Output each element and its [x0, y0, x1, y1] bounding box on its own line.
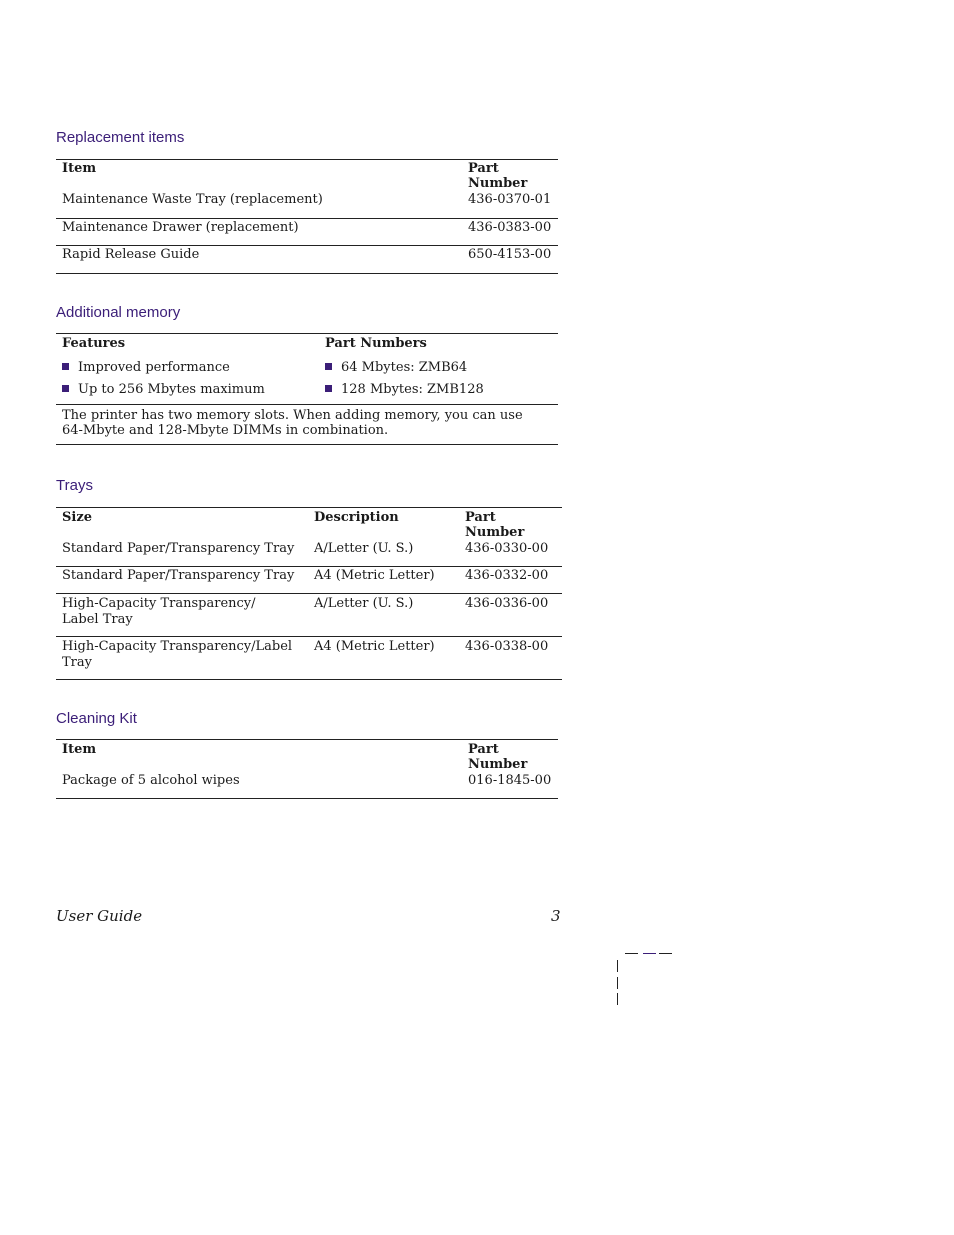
memory-note: The printer has two memory slots. When adding memory, you can use 64-Mbyte and 128-Mbyte DIMMs in combination.: [56, 405, 558, 445]
column-header-item: Item: [62, 742, 97, 757]
column-header-description: Description: [314, 510, 399, 525]
size-cell: High-Capacity Transparency/Label Tray: [56, 637, 308, 680]
table-row: [56, 358, 558, 381]
item-cell: Maintenance Waste Tray (replacement): [56, 191, 462, 219]
part-number-text: 128 Mbytes: ZMB128: [341, 382, 484, 397]
part-number-cell: 650-4153-00: [462, 246, 558, 274]
column-header-part-number: Part Number: [465, 510, 525, 540]
part-number-cell: 016-1845-00: [462, 772, 558, 799]
replacement-items-title: Replacement items: [56, 129, 185, 146]
part-number-cell: 436-0338-00: [459, 637, 562, 680]
crop-mark: [617, 960, 618, 972]
part-number-text: 64 Mbytes: ZMB64: [341, 360, 468, 375]
crop-mark: [625, 953, 638, 954]
column-header-features: Features: [62, 336, 126, 351]
description-cell: A/Letter (U. S.): [308, 594, 459, 637]
trays-table: [56, 507, 562, 680]
description-cell: A/Letter (U. S.): [308, 540, 459, 567]
table-row: [56, 772, 558, 799]
description-cell: A4 (Metric Letter): [308, 567, 459, 594]
column-header-part-numbers: Part Numbers: [325, 336, 427, 351]
crop-mark: [643, 953, 656, 954]
cleaning-kit-title: Cleaning Kit: [56, 710, 137, 727]
additional-memory-table: [56, 333, 558, 445]
table-row: [56, 594, 562, 637]
footer-title: User Guide: [56, 907, 143, 925]
trays-title: Trays: [56, 477, 93, 494]
part-number-cell: 436-0332-00: [459, 567, 562, 594]
table-row: [56, 405, 558, 445]
page-number: 3: [551, 907, 561, 925]
size-cell: High-Capacity Transparency/ Label Tray: [56, 594, 308, 637]
item-cell: Maintenance Drawer (replacement): [56, 219, 462, 246]
column-header-size: Size: [62, 510, 92, 525]
crop-mark: [659, 953, 672, 954]
feature-text: Up to 256 Mbytes maximum: [78, 382, 265, 397]
bullet-icon: [325, 363, 332, 370]
table-row: [56, 637, 562, 680]
part-number-cell: 436-0370-01: [462, 191, 558, 219]
crop-mark: [617, 993, 618, 1005]
table-row: [56, 191, 558, 219]
item-cell: Rapid Release Guide: [56, 246, 462, 274]
part-number-cell: 436-0330-00: [459, 540, 562, 567]
part-number-cell: 436-0336-00: [459, 594, 562, 637]
table-row: [56, 540, 562, 567]
cleaning-kit-table: [56, 739, 558, 799]
column-header-item: Item: [62, 161, 97, 176]
crop-mark: [617, 977, 618, 989]
size-cell: Standard Paper/Transparency Tray: [56, 540, 308, 567]
column-header-part-number: Part Number: [468, 161, 528, 191]
size-cell: Standard Paper/Transparency Tray: [56, 567, 308, 594]
part-number-cell: 436-0383-00: [462, 219, 558, 246]
bullet-icon: [325, 385, 332, 392]
feature-text: Improved performance: [78, 360, 230, 375]
table-row: [56, 567, 562, 594]
table-row: [56, 219, 558, 246]
additional-memory-title: Additional memory: [56, 304, 181, 321]
description-cell: A4 (Metric Letter): [308, 637, 459, 680]
item-cell: Package of 5 alcohol wipes: [56, 772, 462, 799]
column-header-part-number: Part Number: [468, 742, 528, 772]
replacement-items-table: [56, 159, 558, 274]
bullet-icon: [62, 363, 69, 370]
table-row: [56, 381, 558, 405]
table-row: [56, 246, 558, 274]
bullet-icon: [62, 385, 69, 392]
